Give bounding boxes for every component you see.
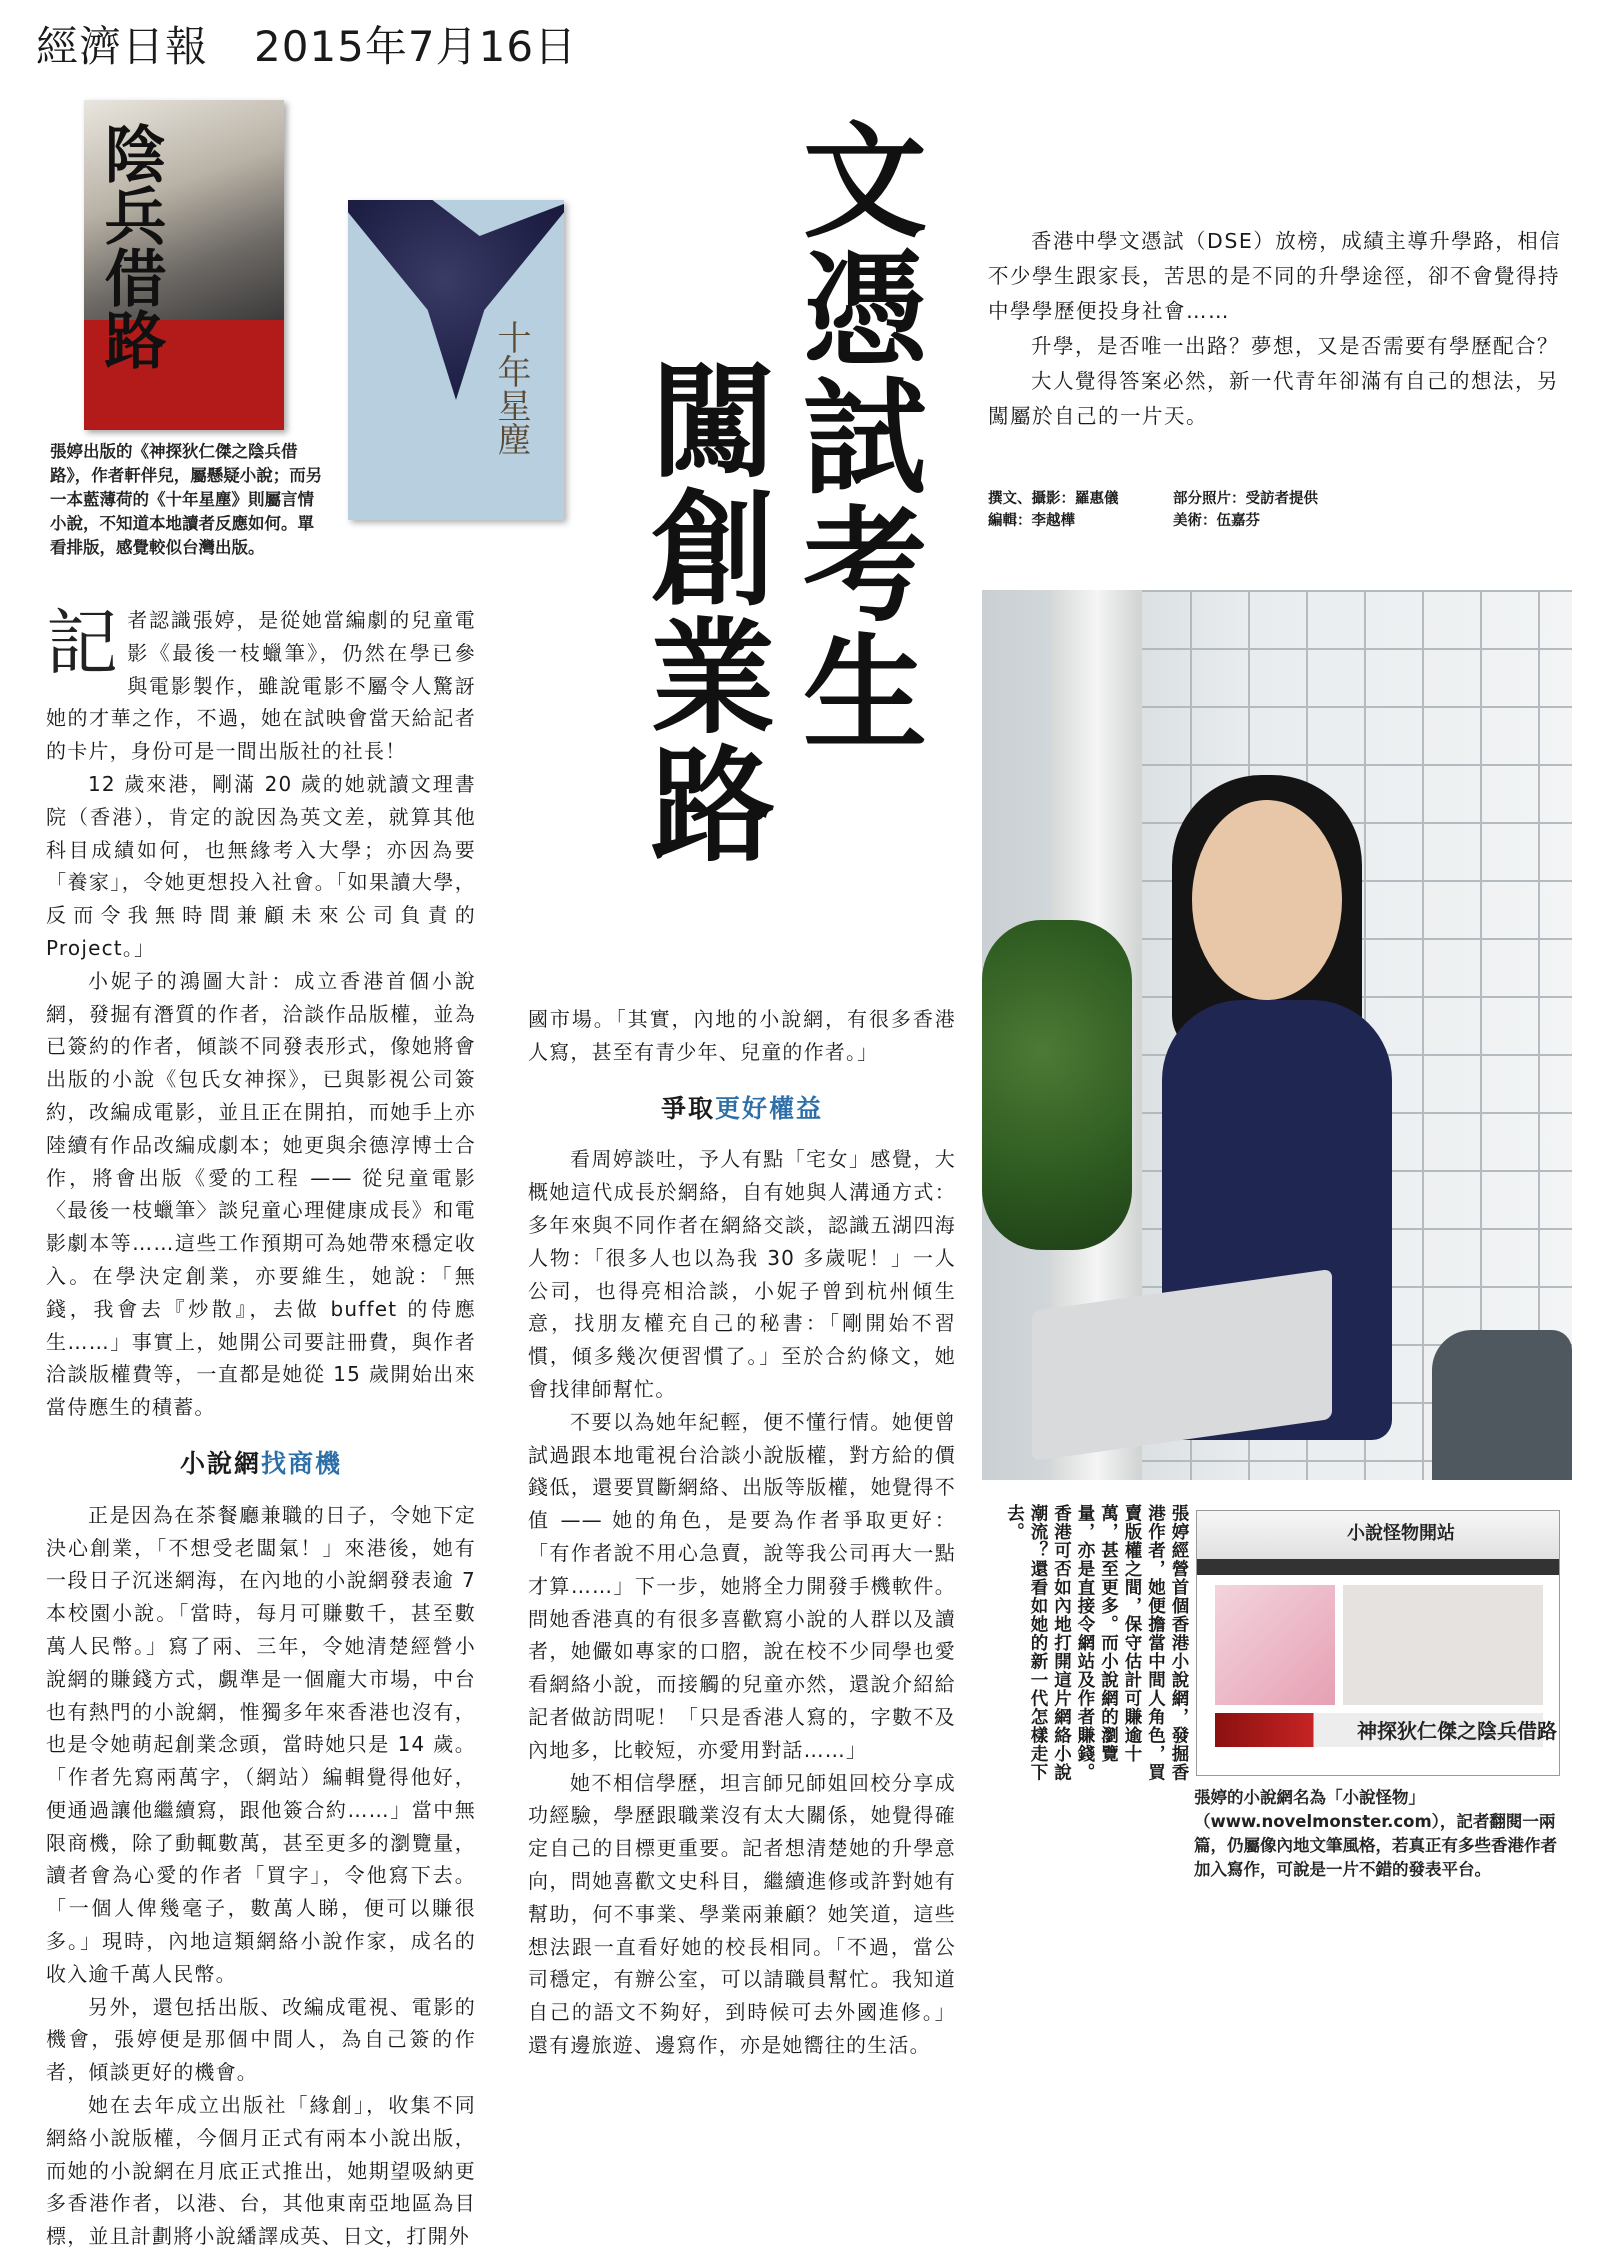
article-paragraph: 不要以為她年紀輕，便不懂行情。她便曾試過跟本地電視台洽談小說版權，對方給的價錢低，還要買斷網絡、出版等版權，她覺得不值 —— 她的角色，是要為作者爭取更好：「有作者說不用心急賣，說等我公司再大一點才算……」下一步，她將全力開發手機軟件。問她香港真的有很多喜歡寫小說的人群以及讀者，她儼如專家的口脗，說在校不少同學也愛看網絡小說，而接觸的兒童亦然，還說介紹給記者做訪問呢！「只是香港人寫的，字數不及內地多，比較短，亦愛用對話……」	[528, 1409, 956, 1762]
subheading-rights	[528, 1093, 956, 1126]
bag	[1432, 1330, 1572, 1480]
credit-writer: 撰文、攝影：羅惠儀	[988, 491, 1119, 507]
article-paragraph: 國市場。「其實，內地的小說網，有很多香港人寫，甚至有青少年、兒童的作者。」	[528, 1007, 956, 1064]
intro-paragraph: 香港中學文憑試（DSE）放榜，成績主導升學路，相信不少學生跟家長，苦思的是不同的升學途徑，卻不會覺得持中學學歷便投身社會……	[988, 229, 1562, 323]
masthead	[36, 14, 577, 74]
intro-paragraphs	[988, 224, 1564, 434]
article-paragraph: 小妮子的鴻圖大計：成立香港首個小說網，發掘有潛質的作者，洽談作品版權，並為已簽約的作者，傾談不同發表形式，像她將會出版的小說《包氏女神探》，已與影視公司簽約，改編成電影，並且正在開拍，而她手上亦陸續有作品改編成劇本；她更與余德淳博士合作，將會出版《愛的工程 —— 從兒童電影〈最後一枝蠟筆〉談兒童心理健康成長》和電影劇本等……這些工作預期可為她帶來穩定收入。在學決定創業，亦要維生，她說：「無錢，我會去『炒散』，去做 buffet 的侍應生……」事實上，她開公司要註冊費，與作者洽談版權費等，一直都是她從 15 歲開始出來當侍應生的積蓄。	[46, 968, 476, 1420]
subheading-business	[46, 1448, 476, 1481]
book-caption: 張婷出版的《神探狄仁傑之陰兵借路》，作者軒伴兒，屬懸疑小說；而另一本藍薄荷的《十年星塵》則屬言情小說，不知道本地讀者反應如何。單看排版，感覺較似台灣出版。	[50, 442, 323, 557]
face	[1192, 800, 1342, 1000]
subheading-part: 小說網	[179, 1448, 261, 1478]
paragraph-text: 者認識張婷，是從她當編劇的兒童電影《最後一枝蠟筆》，仍然在學已參與電影製作，雖說電影不屬令人驚訝她的才華之作，不過，她在試映會當天給記者的卡片，身份可是一間出版社的社長！	[46, 608, 476, 764]
intro-paragraph: 升學，是否唯一出路？夢想，又是否需要有學歷配合？	[1031, 334, 1560, 358]
headline-line-1: 文憑試考生	[782, 116, 926, 756]
book-cover-shinian	[348, 200, 564, 520]
subheading-accent: 找商機	[261, 1448, 343, 1478]
plant	[982, 920, 1132, 1250]
book-cover-title: 十年星塵	[491, 320, 531, 456]
article-paragraph: 看周婷談吐，予人有點「宅女」感覺，大概她這代成長於網絡，自有她與人溝通方式：多年來與不同作者在網絡交談，認識五湖四海人物：「很多人也以為我 30 多歲呢！」一人公司，也得亮相洽談，小妮子曾到杭州傾生意，找朋友權充自己的秘書：「剛開始不習慣，傾多幾次便習慣了。」至於合約條文，她會找律師幫忙。	[528, 1147, 956, 1401]
credits	[988, 488, 1318, 532]
article-column-2	[528, 1003, 956, 2062]
publication-date: 2015年7月16日	[254, 22, 578, 71]
portrait-photo	[982, 590, 1572, 1480]
credit-photos: 部分照片：受訪者提供	[1173, 491, 1318, 507]
website-screenshot	[1196, 1510, 1560, 1776]
site-nav-bar	[1197, 1559, 1559, 1575]
photo-caption: 張婷經營首個香港小說網，發掘香港作者，她便擔當中間人角色，買賣版權之間，保守估計可賺逾十萬，甚至更多。而小說網的瀏覽量，亦是直接令網站及作者賺錢。香港可否如內地打開這片網絡小說潮流？還看如她的新一代怎樣走下去。	[1004, 1504, 1189, 1782]
newspaper-name: 經濟日報	[36, 22, 209, 71]
intro-paragraph: 大人覺得答案必然，新一代青年卻滿有自己的想法，另闖屬於自己的一片天。	[988, 369, 1560, 428]
website-caption: 張婷的小說網名為「小說怪物」（www.novelmonster.com），記者翻閱一兩篇，仍屬像內地文筆風格，若真正有多些香港作者加入寫作，可說是一片不錯的發表平台。	[1194, 1788, 1557, 1879]
article-paragraph: 12 歲來港，剛滿 20 歲的她就讀文理書院（香港），肯定的說因為英文差，就算其他科目成績如何，也無緣考入大學；亦因為要「養家」，令她更想投入社會。「如果讀大學，反而令我無時間兼顧未來公司負責的 Project。」	[46, 771, 476, 960]
site-promo-text: 神探狄仁傑之陰兵借路	[1357, 1719, 1557, 1743]
site-banner-image	[1215, 1585, 1335, 1705]
article-paragraph	[46, 601, 476, 768]
credit-art: 美術：伍嘉芬	[1173, 513, 1260, 529]
book-cover-yinbing	[84, 100, 284, 430]
site-logo: 小說怪物開站	[1347, 1523, 1455, 1544]
article-paragraph: 正是因為在茶餐廳兼職的日子，令她下定決心創業，「不想受老闆氣！」來港後，她有一段日子沉迷網海，在內地的小說網發表逾 7 本校園小說。「當時，每月可賺數千，甚至數萬人民幣。」寫了兩、三年，令她清楚經營小說網的賺錢方式，覷準是一個龐大市場，中台也有熱門的小說網，惟獨多年來香港也沒有，也是令她萌起創業念頭，當時她只是 14 歲。「作者先寫兩萬字，（網站）編輯覺得他好，便通過讓他繼續寫，跟他簽合約……」當中無限商機，除了動輒數萬，甚至更多的瀏覽量，讀者會為心愛的作者「買字」，令他寫下去。「一個人俾幾毫子，數萬人睇，便可以賺很多。」現時，內地這類網絡小說作家，成名的收入逾千萬人民幣。	[46, 1502, 476, 1986]
article-paragraph: 她在去年成立出版社「緣創」，收集不同網絡小說版權，今個月正式有兩本小說出版，而她的小說網在月底正式推出，她期望吸納更多香港作者，以港、台，其他東南亞地區為目標，並且計劃將小說繙譯成英、日文，打開外	[46, 2093, 476, 2249]
article-column-1	[46, 601, 476, 2253]
headline-line-2: 闖創業路	[630, 356, 774, 868]
credit-editor: 編輯：李越樺	[988, 513, 1075, 529]
subheading-part: 爭取	[660, 1093, 715, 1123]
drop-cap: 記	[46, 601, 120, 685]
article-paragraph: 她不相信學歷，坦言師兄師姐回校分享成功經驗，學歷跟職業沒有太大關係，她覺得確定自己的目標更重要。記者想清楚她的升學意向，問她喜歡文史科目，繼續進修或許對她有幫助，何不事業、學業兩兼顧？她笑道，這些想法跟一直看好她的校長相同。「不過，當公司穩定，有辦公室，可以請職員幫忙。我知道自己的語文不夠好，到時候可去外國進修。」還有邊旅遊、邊寫作，亦是她嚮往的生活。	[528, 1770, 956, 2057]
article-paragraph: 另外，還包括出版、改編成電視、電影的機會，張婷便是那個中間人，為自己簽的作者，傾談更好的機會。	[46, 1994, 476, 2085]
subheading-accent: 更好權益	[715, 1093, 824, 1123]
site-content-panel	[1343, 1585, 1543, 1705]
book-cover-title: 陰兵借路	[94, 122, 167, 370]
